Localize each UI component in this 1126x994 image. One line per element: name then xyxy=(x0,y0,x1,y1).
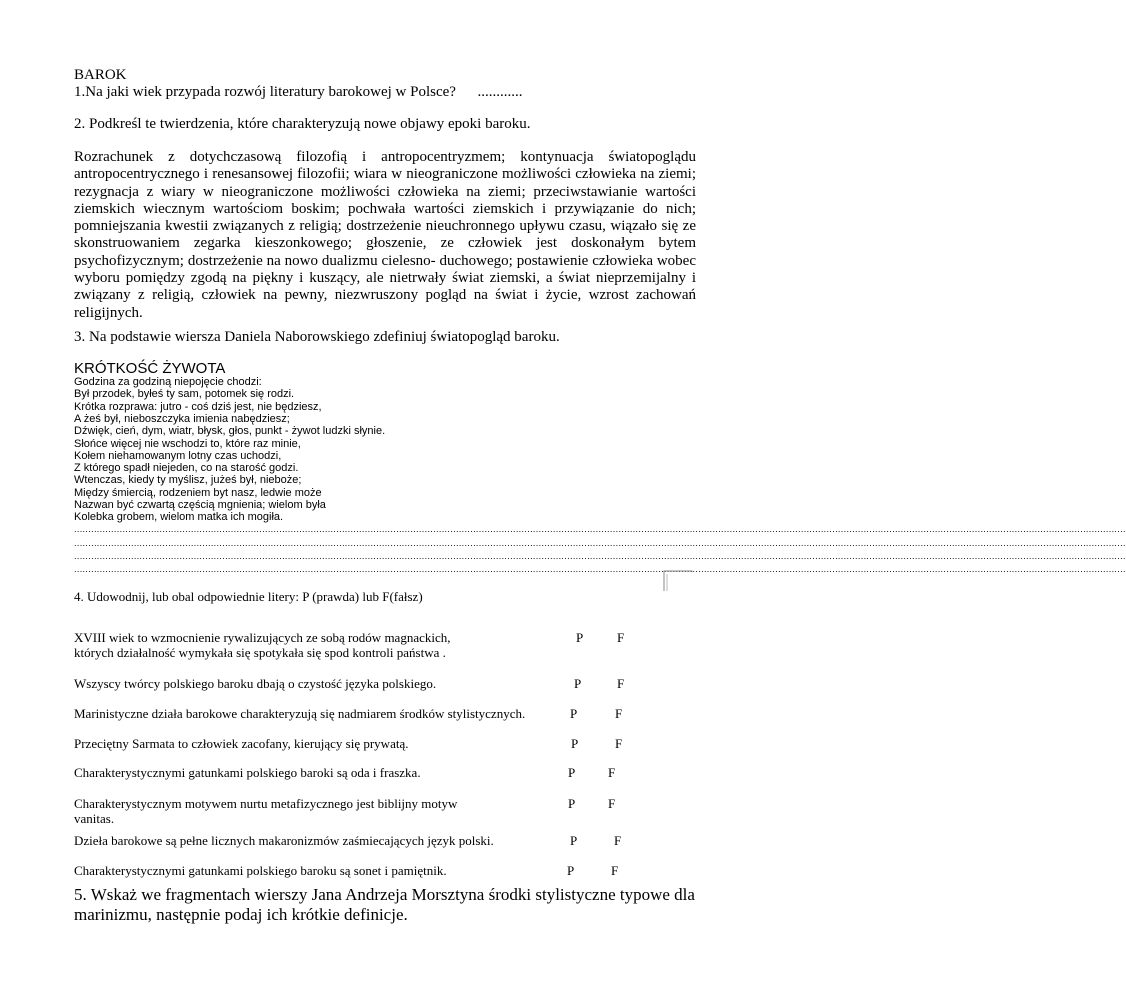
poem-line: Kołem niehamowanym lotny czas uchodzi, xyxy=(74,449,282,462)
answer-line-1: ................................................................................................................................................................................................................................................................................................................................................................................. xyxy=(74,524,1126,534)
question-1 xyxy=(74,84,522,101)
tf-statement xyxy=(74,676,554,691)
poem-title: KRÓTKOŚĆ ŻYWOTA xyxy=(74,360,226,377)
poem-line: Nazwan być czwartą częścią mgnienia; wielom była xyxy=(74,499,326,511)
tf-option-f[interactable]: F xyxy=(615,736,623,751)
question-3: 3. Na podstawie wiersza Daniela Naborowskiego zdefiniuj światopogląd baroku. xyxy=(74,329,560,345)
tf-option-p[interactable]: P xyxy=(568,765,576,780)
tf-option-p[interactable]: P xyxy=(567,863,575,878)
tf-statement-line-2: których działalność wymykała się spotykała się spod kontroli państwa . xyxy=(74,645,446,660)
question-5-line-2: marinizmu, następnie podaj ich krótkie definicje. xyxy=(74,905,408,924)
tf-statement-line-1: Wszyscy twórcy polskiego baroku dbają o czystość języka polskiego. xyxy=(74,676,437,691)
document-title: BAROK xyxy=(74,67,127,83)
tf-option-f[interactable]: F xyxy=(617,676,625,691)
tf-option-f[interactable]: F xyxy=(614,833,622,848)
poem-line: Godzina za godziną niepojęcie chodzi: xyxy=(74,376,262,388)
tf-statement-line-1: Marinistyczne działa barokowe charakteryzują się nadmiarem środków stylistycznych. xyxy=(74,706,526,721)
question-4: 4. Udowodnij, lub obal odpowiednie litery: P (prawda) lub F(fałsz) xyxy=(74,589,423,604)
tf-option-p[interactable]: P xyxy=(574,676,582,691)
tf-statement xyxy=(74,833,554,848)
tf-statement xyxy=(74,736,554,751)
tf-option-p[interactable]: P xyxy=(568,796,576,811)
tf-statement-line-1: Charakterystycznymi gatunkami polskiego baroki są oda i fraszka. xyxy=(74,765,421,780)
corner-mark xyxy=(663,570,693,592)
poem-line: Słońce więcej nie wschodzi to, które raz minie, xyxy=(74,437,301,450)
tf-statement-line-1: Charakterystycznym motywem nurtu metafizycznego jest biblijny motyw xyxy=(74,796,458,811)
tf-statement-line-1: XVIII wiek to wzmocnienie rywalizujących ze sobą rodów magnackich, xyxy=(74,630,451,645)
answer-line-3: ................................................................................................................................................................................................................................................................................................................................................................................. xyxy=(74,551,1126,561)
question-2-statements: Rozrachunek z dotychczasową filozofią i antropocentryzmem; kontynuacja światopoglądu antropocentrycznego i renesansowej filozofii; wiara w nieograniczone możliwości człowieka na ziemi; rezygnacja z wiary w nieograniczone możliwości człowieka na ziemi; przeciwstawianie wartości ziemskich wiecznym wartościom boskim; pochwała wartości ziemskich i przywiązanie do nich; pomniejszania kwestii związanych z religią; dostrzeżenie nieuchronnego upływu czasu, wiązało się ze skonstruowaniem zegarka kieszonkowego; głoszenie, ze człowiek jest doskonałym bytem psychofizycznym; dostrzeżenie na nowo dualizmu cielesno- duchowego; postawienie człowieka wobec wyboru pomiędzy zgodą na piękny i kuszący, ale nietrwały świat ziemski, a świat nieprzemijalny i związany z religią, człowiek na pewny, niezwruszony pogląd na świat i życie, wzrost zachowań religijnych. xyxy=(74,149,696,321)
poem-line: Dźwięk, cień, dym, wiatr, błysk, głos, punkt - żywot ludzki słynie. xyxy=(74,425,386,438)
answer-line-4: ................................................................................................................................................................................................................................................................................................................................................................................. xyxy=(74,564,1126,574)
poem-line: Był przodek, byłeś ty sam, potomek się rodzi. xyxy=(74,388,295,401)
question-5-line-1: 5. Wskaż we fragmentach wierszy Jana Andrzeja Morsztyna środki stylistyczne typowe dla xyxy=(74,885,695,904)
poem-line: A żeś był, nieboszczyka imienia nabędziesz; xyxy=(74,412,290,425)
tf-statement-line-1: Charakterystycznymi gatunkami polskiego baroku są sonet i pamiętnik. xyxy=(74,863,447,878)
tf-option-p[interactable]: P xyxy=(571,736,579,751)
tf-option-p[interactable]: P xyxy=(576,630,584,645)
poem-line: Z którego spadł niejeden, co na starość godzi. xyxy=(74,462,299,475)
tf-option-f[interactable]: F xyxy=(608,796,616,811)
question-1-text: 1.Na jaki wiek przypada rozwój literatury barokowej w Polsce? xyxy=(74,84,456,100)
tf-statement xyxy=(74,630,554,660)
poem-line: Kolebka grobem, wielom matka ich mogiła. xyxy=(74,511,284,524)
poem-line: Wtenczas, kiedy ty myślisz, jużeś był, nieboże; xyxy=(74,474,302,487)
tf-statement-line-1: Dzieła barokowe są pełne licznych makaronizmów zaśmiecających język polski. xyxy=(74,833,494,848)
tf-statement-line-2: vanitas. xyxy=(74,811,115,826)
question-1-blank: ............ xyxy=(477,84,523,100)
poem-line: Między śmiercią, rodzeniem byt nasz, ledwie może xyxy=(74,486,322,499)
tf-statement xyxy=(74,796,554,826)
tf-option-f[interactable]: F xyxy=(608,765,616,780)
tf-option-p[interactable]: P xyxy=(570,833,578,848)
tf-option-f[interactable]: F xyxy=(611,863,619,878)
tf-statement-line-1: Przeciętny Sarmata to człowiek zacofany, kierujący się prywatą. xyxy=(74,736,409,751)
tf-statement xyxy=(74,706,554,721)
tf-option-f[interactable]: F xyxy=(617,630,625,645)
tf-option-f[interactable]: F xyxy=(615,706,623,721)
question-2: 2. Podkreśl te twierdzenia, które charakteryzują nowe objawy epoki baroku. xyxy=(74,116,531,132)
tf-option-p[interactable]: P xyxy=(570,706,578,721)
tf-statement xyxy=(74,863,554,878)
answer-line-2: ................................................................................................................................................................................................................................................................................................................................................................................. xyxy=(74,538,1126,548)
poem-line: Krótka rozprawa: jutro - coś dziś jest, nie będziesz, xyxy=(74,400,322,413)
tf-statement xyxy=(74,765,554,780)
